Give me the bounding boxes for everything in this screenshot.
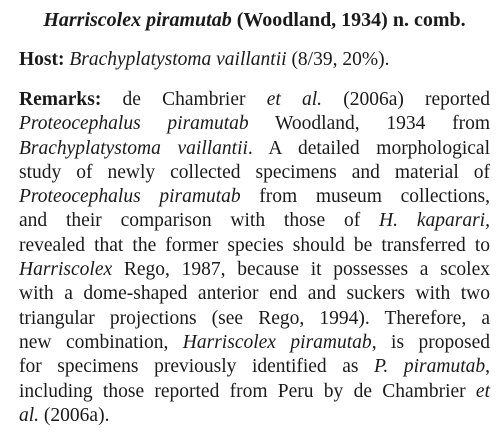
remarks-text: de Chambrier — [101, 89, 267, 110]
remarks-text: study of newly collected specimens and material of — [19, 161, 490, 183]
remarks-text: Rego, 1987, because it possesses a scolex — [112, 259, 490, 281]
italic-term: et — [475, 380, 490, 402]
remarks-line — [19, 88, 490, 112]
remarks-label: Remarks: — [19, 89, 102, 110]
remarks-line — [19, 161, 490, 185]
italic-term: Proteocephalus piramutab — [19, 113, 249, 135]
host-prevalence: (8/39, 20%). — [286, 49, 390, 70]
remarks-line — [19, 185, 490, 209]
italic-term: Harriscolex — [19, 259, 113, 281]
remarks-text: , — [485, 356, 490, 378]
remarks-line — [19, 307, 490, 331]
remarks-text: . A detailed morphological — [247, 137, 490, 159]
italic-term: Proteocephalus piramutab — [19, 186, 241, 208]
remarks-line — [19, 234, 490, 258]
italic-term: al. — [19, 404, 40, 426]
remarks-paragraph — [19, 88, 490, 428]
italic-term: H. kaparari, — [379, 210, 490, 232]
remarks-line — [19, 355, 490, 379]
remarks-line — [19, 112, 490, 136]
remarks-line — [19, 404, 490, 428]
remarks-text: with a dome-shaped anterior end and suckers with two — [19, 283, 490, 305]
remarks-line — [19, 331, 490, 355]
title-species-name: Harriscolex piramutab — [43, 9, 232, 31]
remarks-text: and their comparison with those of — [19, 210, 380, 232]
remarks-text: triangular projections (see Rego, 1994). Therefore, a — [19, 307, 490, 329]
remarks-line — [19, 209, 490, 233]
remarks-text: (2006a). — [39, 404, 110, 426]
remarks-line — [19, 380, 490, 404]
remarks-text: from museum collections, — [240, 186, 490, 208]
remarks-line — [19, 282, 490, 306]
italic-term: Brachyplatystoma vaillantii — [19, 137, 248, 159]
host-label: Host: — [19, 49, 65, 70]
host-paragraph — [19, 48, 490, 72]
remarks-text: Woodland, 1934 from — [248, 113, 490, 135]
remarks-text: new combination, — [19, 331, 183, 353]
italic-term: P. piramutab — [374, 356, 486, 378]
host-species-name: Brachyplatystoma vaillantii — [69, 49, 287, 70]
title-authority: (Woodland, 1934) n. comb. — [231, 9, 466, 31]
remarks-text: revealed that the former species should be transferred to — [19, 234, 490, 256]
italic-term: Harriscolex piramutab — [182, 331, 372, 353]
remarks-text: including those reported from Peru by de Chambrier — [19, 380, 476, 402]
italic-term: et al. — [266, 89, 323, 110]
remarks-text: for specimens previously identified as — [19, 356, 375, 378]
remarks-text: (2006a) reported — [322, 89, 491, 110]
remarks-line — [19, 258, 490, 282]
remarks-line — [19, 137, 490, 161]
remarks-text: , is proposed — [371, 331, 491, 353]
section-title — [19, 8, 490, 32]
